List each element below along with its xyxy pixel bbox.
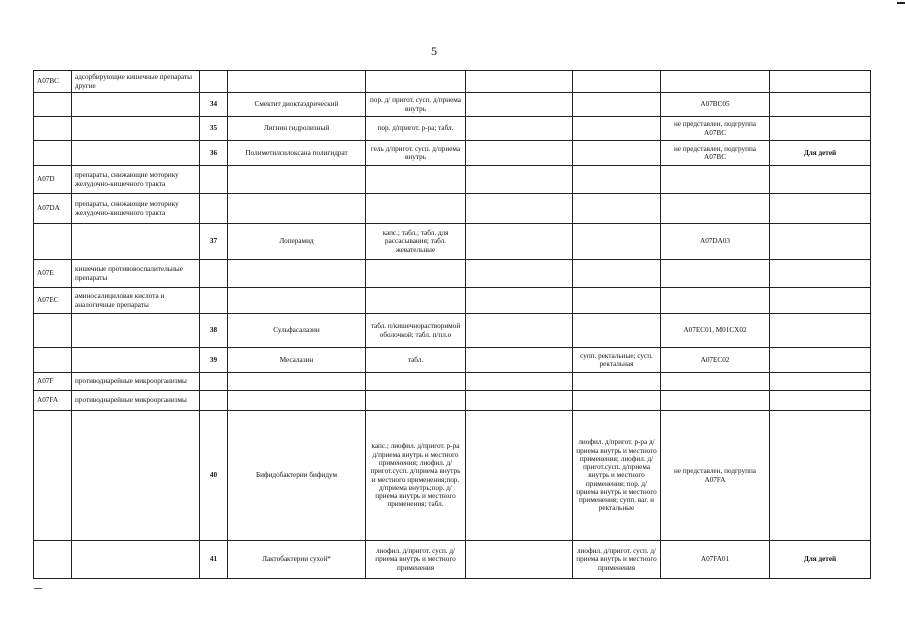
note-cell <box>770 71 871 93</box>
number-cell: 39 <box>200 348 228 373</box>
empty-column-cell <box>466 348 573 373</box>
page-number: 5 <box>431 44 437 58</box>
code-cell <box>34 314 72 348</box>
table-row <box>34 71 871 93</box>
empty-column-cell <box>466 391 573 411</box>
code-cell <box>34 224 72 260</box>
table-row <box>34 224 871 260</box>
note-cell <box>770 166 871 194</box>
code-cell <box>34 141 72 166</box>
table-row <box>34 314 871 348</box>
drug-name-cell: Лигнин гидролизный <box>228 117 366 141</box>
number-cell <box>200 260 228 288</box>
note-cell <box>770 288 871 314</box>
atc-code-cell: не представлен, подгруппа A07FA <box>661 411 770 541</box>
code-cell: A07D <box>34 166 72 194</box>
empty-column-cell <box>466 260 573 288</box>
note-cell <box>770 373 871 391</box>
scan-corner-mark <box>897 2 905 4</box>
additional-form-cell <box>573 141 661 166</box>
table-row <box>34 194 871 224</box>
number-cell: 35 <box>200 117 228 141</box>
table-row <box>34 373 871 391</box>
number-cell <box>200 288 228 314</box>
dosage-form-cell <box>366 373 466 391</box>
empty-column-cell <box>466 314 573 348</box>
drug-name-cell: Полиметилсилоксана полигидрат <box>228 141 366 166</box>
number-cell: 34 <box>200 93 228 117</box>
drug-name-cell: Месалазин <box>228 348 366 373</box>
description-cell <box>72 411 200 541</box>
dosage-form-cell <box>366 288 466 314</box>
atc-code-cell: A07EC02 <box>661 348 770 373</box>
additional-form-cell <box>573 71 661 93</box>
drug-name-cell <box>228 373 366 391</box>
additional-form-cell <box>573 288 661 314</box>
description-cell <box>72 541 200 579</box>
additional-form-cell <box>573 260 661 288</box>
code-cell: A07BC <box>34 71 72 93</box>
number-cell <box>200 71 228 93</box>
additional-form-cell <box>573 194 661 224</box>
number-cell <box>200 373 228 391</box>
number-cell: 37 <box>200 224 228 260</box>
dosage-form-cell: табл. <box>366 348 466 373</box>
drug-name-cell <box>228 194 366 224</box>
drug-name-cell <box>228 391 366 411</box>
code-cell: A07DA <box>34 194 72 224</box>
description-cell <box>72 224 200 260</box>
empty-column-cell <box>466 373 573 391</box>
table-row <box>34 541 871 579</box>
drug-name-cell: Смектит диоктаэдрический <box>228 93 366 117</box>
additional-form-cell <box>573 93 661 117</box>
empty-column-cell <box>466 93 573 117</box>
description-cell <box>72 348 200 373</box>
number-cell: 38 <box>200 314 228 348</box>
dosage-form-cell <box>366 166 466 194</box>
atc-code-cell <box>661 288 770 314</box>
additional-form-cell <box>573 166 661 194</box>
atc-code-cell <box>661 194 770 224</box>
dosage-form-cell: капс.; лиофил. д/пригот. р-ра д/приема внутрь и местного применения; лиофил. д/пригот.сусп. д/приема внутрь и местного применения;пор. д/приема внутрь;пор. д/приема внутрь и местного применения; табл. <box>366 411 466 541</box>
additional-form-cell <box>573 117 661 141</box>
note-cell <box>770 224 871 260</box>
description-cell: адсорбирующие кишечные препараты другие <box>72 71 200 93</box>
description-cell: кишечные противовоспалительные препараты <box>72 260 200 288</box>
additional-form-cell: супп. ректальные; сусп. ректальная <box>573 348 661 373</box>
description-cell <box>72 93 200 117</box>
dosage-form-cell: пор. д/пригот. р-ра; табл. <box>366 117 466 141</box>
atc-code-cell: A07FA01 <box>661 541 770 579</box>
drug-name-cell: Лоперамид <box>228 224 366 260</box>
drug-name-cell <box>228 166 366 194</box>
empty-column-cell <box>466 224 573 260</box>
table-row <box>34 391 871 411</box>
dosage-form-cell <box>366 194 466 224</box>
code-cell <box>34 348 72 373</box>
note-cell: Для детей <box>770 541 871 579</box>
atc-code-cell: не представлен, подгруппа A07BC <box>661 117 770 141</box>
number-cell <box>200 166 228 194</box>
empty-column-cell <box>466 141 573 166</box>
atc-code-cell: A07EC01, M01CX02 <box>661 314 770 348</box>
table-row <box>34 117 871 141</box>
empty-column-cell <box>466 288 573 314</box>
note-cell <box>770 194 871 224</box>
description-cell: противодиарейные микроорганизмы <box>72 373 200 391</box>
empty-column-cell <box>466 166 573 194</box>
description-cell: аминосалициловая кислота и аналогичные препараты <box>72 288 200 314</box>
code-cell: A07F <box>34 373 72 391</box>
scan-edge-mark <box>34 588 42 589</box>
code-cell: A07E <box>34 260 72 288</box>
description-cell: препараты, снижающие моторику желудочно-кишечного тракта <box>72 194 200 224</box>
drug-name-cell: Бифидобактерии бифидум <box>228 411 366 541</box>
empty-column-cell <box>466 541 573 579</box>
empty-column-cell <box>466 71 573 93</box>
atc-code-cell: A07BC05 <box>661 93 770 117</box>
code-cell <box>34 541 72 579</box>
description-cell: противодиарейные микроорганизмы <box>72 391 200 411</box>
drug-name-cell <box>228 71 366 93</box>
atc-code-cell <box>661 391 770 411</box>
atc-code-cell <box>661 71 770 93</box>
dosage-form-cell: табл. п/кишечнорастворимой оболочкой; табл. п/пл.о <box>366 314 466 348</box>
table-row <box>34 141 871 166</box>
note-cell <box>770 391 871 411</box>
drug-name-cell <box>228 288 366 314</box>
description-cell <box>72 117 200 141</box>
number-cell: 36 <box>200 141 228 166</box>
dosage-form-cell <box>366 391 466 411</box>
additional-form-cell: лиофил. д/пригот. р-ра д/приема внутрь и местного применения; лиофил. д/пригот.сусп. д/приема внутрь и местного применения; пор. д/приема внутрь и местного применения; супп. ваг. и ректальные <box>573 411 661 541</box>
additional-form-cell <box>573 373 661 391</box>
atc-code-cell <box>661 373 770 391</box>
empty-column-cell <box>466 411 573 541</box>
note-cell <box>770 314 871 348</box>
code-cell: A07FA <box>34 391 72 411</box>
number-cell: 40 <box>200 411 228 541</box>
additional-form-cell <box>573 314 661 348</box>
additional-form-cell <box>573 391 661 411</box>
empty-column-cell <box>466 117 573 141</box>
number-cell <box>200 391 228 411</box>
dosage-form-cell <box>366 71 466 93</box>
dosage-form-cell: капс.; табл.; табл. для рассасывания; табл. жевательные <box>366 224 466 260</box>
dosage-form-cell: лиофил. д/пригот. сусп. д/приема внутрь и местного применения <box>366 541 466 579</box>
drug-name-cell: Сульфасалазин <box>228 314 366 348</box>
description-cell <box>72 141 200 166</box>
description-cell: препараты, снижающие моторику желудочно-кишечного тракта <box>72 166 200 194</box>
note-cell <box>770 411 871 541</box>
atc-code-cell <box>661 166 770 194</box>
note-cell <box>770 93 871 117</box>
table-row <box>34 166 871 194</box>
table-row <box>34 348 871 373</box>
code-cell <box>34 117 72 141</box>
note-cell <box>770 260 871 288</box>
number-cell: 41 <box>200 541 228 579</box>
code-cell: A07EC <box>34 288 72 314</box>
drug-name-cell <box>228 260 366 288</box>
description-cell <box>72 314 200 348</box>
additional-form-cell: лиофил. д/пригот. сусп. д/приема внутрь и местного применения <box>573 541 661 579</box>
note-cell: Для детей <box>770 141 871 166</box>
atc-code-cell <box>661 260 770 288</box>
empty-column-cell <box>466 194 573 224</box>
note-cell <box>770 348 871 373</box>
table-row <box>34 260 871 288</box>
code-cell <box>34 411 72 541</box>
atc-code-cell: не представлен, подгруппа A07BC <box>661 141 770 166</box>
dosage-form-cell: пор. д/ пригот. сусп. д/приема внутрь <box>366 93 466 117</box>
note-cell <box>770 117 871 141</box>
dosage-form-cell: гель д/пригот. сусп. д/приема внутрь <box>366 141 466 166</box>
table-row <box>34 411 871 541</box>
drug-name-cell: Лактобактерии сухой* <box>228 541 366 579</box>
number-cell <box>200 194 228 224</box>
table-row <box>34 93 871 117</box>
dosage-form-cell <box>366 260 466 288</box>
atc-code-cell: A07DA03 <box>661 224 770 260</box>
drug-table <box>33 70 871 579</box>
additional-form-cell <box>573 224 661 260</box>
table-row <box>34 288 871 314</box>
code-cell <box>34 93 72 117</box>
